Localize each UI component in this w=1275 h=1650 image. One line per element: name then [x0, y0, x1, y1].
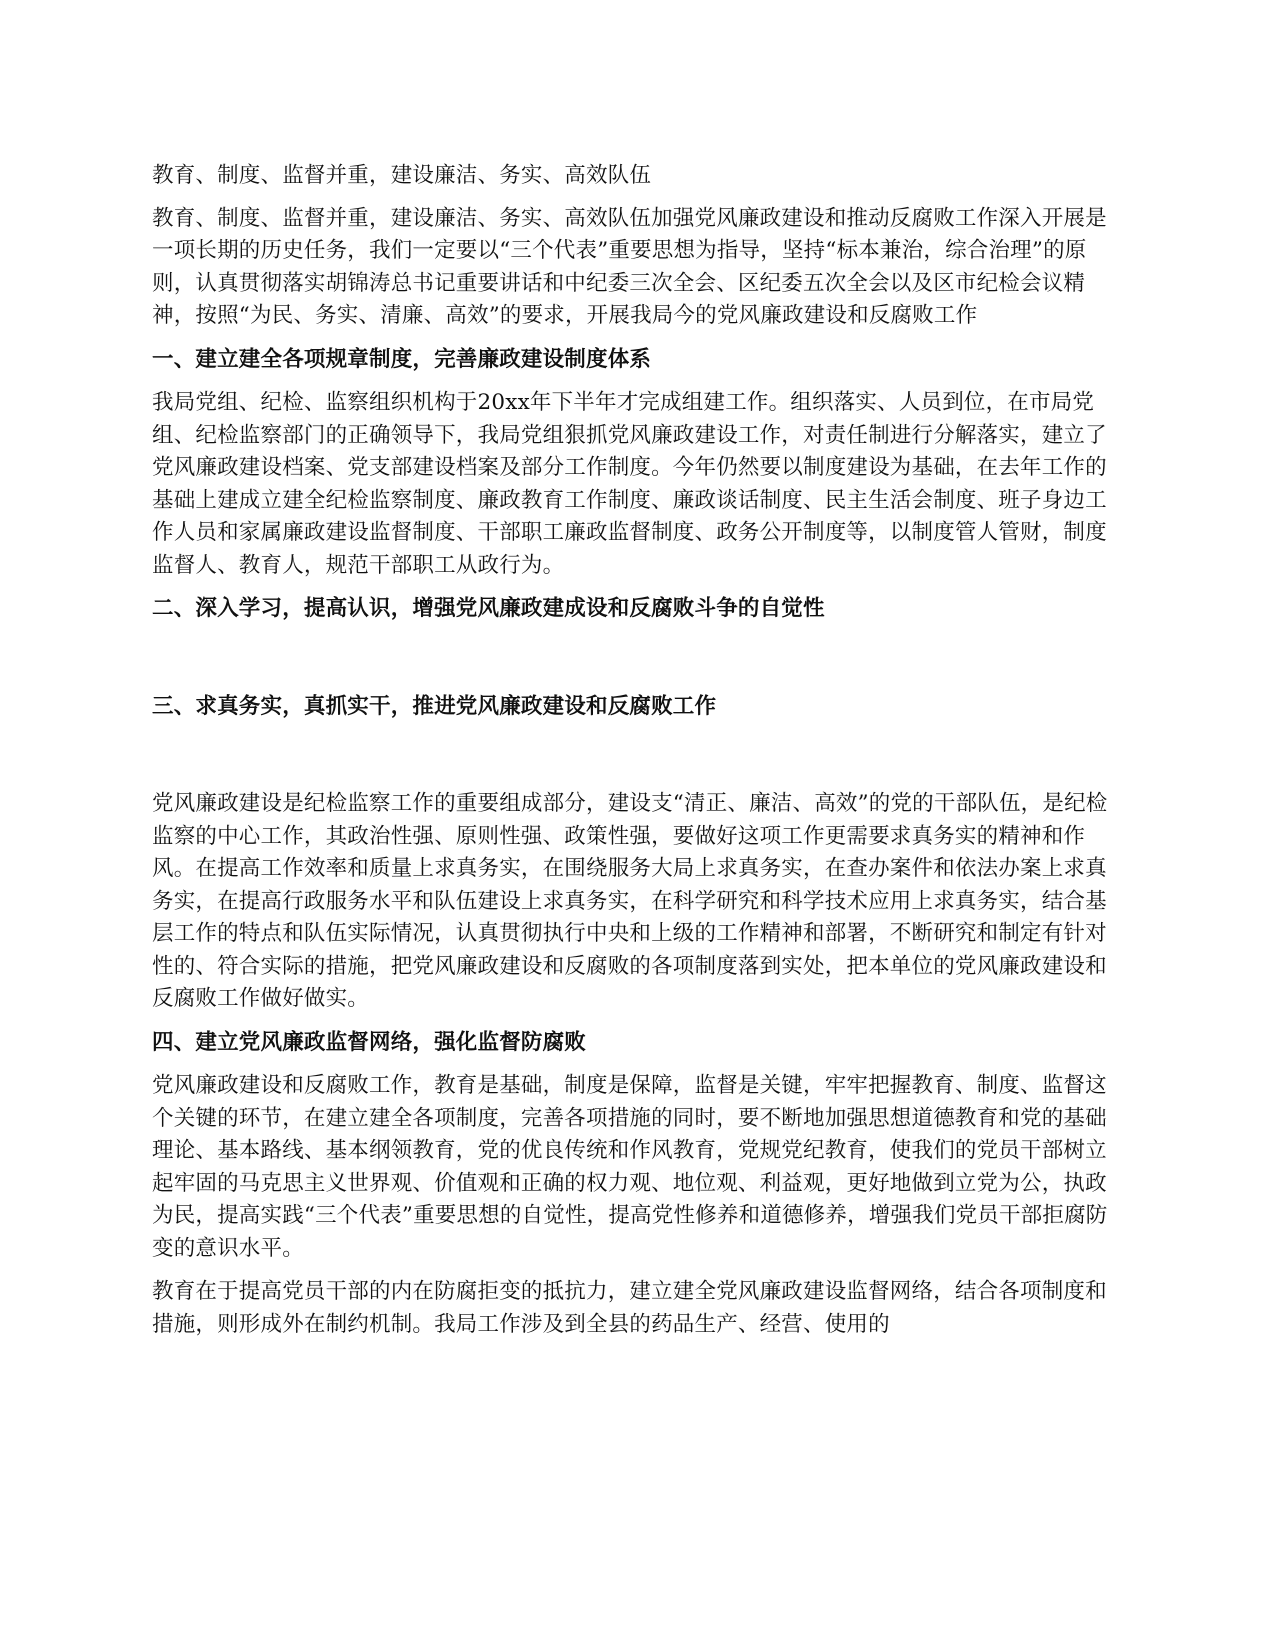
document-page	[152, 160, 1122, 1352]
intro-paragraph: 教育、制度、监督并重，建设廉洁、务实、高效队伍加强党风廉政建设和推动反腐败工作深入开展是一项长期的历史任务，我们一定要以“三个代表”重要思想为指导，坚持“标本兼治，综合治理”的原则，认真贯彻落实胡锦涛总书记重要讲话和中纪委三次全会、区纪委五次全会以及区市纪检会议精神，按照“为民、务实、清廉、高效”的要求，开展我局今的党风廉政建设和反腐败工作	[152, 205, 1107, 328]
section-4-paragraph-1: 党风廉政建设和反腐败工作，教育是基础，制度是保障，监督是关键，牢牢把握教育、制度、监督这个关键的环节，在建立建全各项制度，完善各项措施的同时，要不断地加强思想道德教育和党的基础理论、基本路线、基本纲领教育，党的优良传统和作风教育，党规党纪教育，使我们的党员干部树立起牢固的马克思主义世界观、价值观和正确的权力观、地位观、利益观，更好地做到立党为公，执政为民，提高实践“三个代表”重要思想的自觉性，提高党性修养和道德修养，增强我们党员干部拒腐防变的意识水平。	[152, 1073, 1108, 1261]
section-1-paragraph: 我局党组、纪检、监察组织机构于20xx年下半年才完成组建工作。组织落实、人员到位，在市局党组、纪检监察部门的正确领导下，我局党组狠抓党风廉政建设工作，对责任制进行分解落实，建立了党风廉政建设档案、党支部建设档案及部分工作制度。今年仍然要以制度建设为基础，在去年工作的基础上建成立建全纪检监察制度、廉政教育工作制度、廉政谈话制度、民主生活会制度、班子身边工作人员和家属廉政建设监督制度、干部职工廉政监督制度、政务公开制度等，以制度管人管财，制度监督人、教育人，规范干部职工从政行为。	[152, 390, 1107, 578]
section-4-paragraph-2: 教育在于提高党员干部的内在防腐拒变的抵抗力，建立建全党风廉政建设监督网络，结合各项制度和措施，则形成外在制约机制。我局工作涉及到全县的药品生产、经营、使用的	[152, 1279, 1107, 1337]
section-1-heading: 一、建立建全各项规章制度，完善廉政建设制度体系	[152, 346, 652, 372]
section-2-heading: 二、深入学习，提高认识，增强党风廉政建成设和反腐败斗争的自觉性	[152, 596, 825, 621]
section-3-heading: 三、求真务实，真抓实干，推进党风廉政建设和反腐败工作	[152, 693, 717, 719]
section-3-paragraph: 党风廉政建设是纪检监察工作的重要组成部分，建设支“清正、廉洁、高效”的党的干部队伍，是纪检监察的中心工作，其政治性强、原则性强、政策性强，要做好这项工作更需要求真务实的精神和作风。在提高工作效率和质量上求真务实，在围绕服务大局上求真务实，在查办案件和依法办案上求真务实，在提高行政服务水平和队伍建设上求真务实，在科学研究和科学技术应用上求真务实，结合基层工作的特点和队伍实际情况，认真贯彻执行中央和上级的工作精神和部署，不断研究和制定有针对性的、符合实际的措施，把党风廉政建设和反腐败的各项制度落到实处，把本单位的党风廉政建设和反腐败工作做好做实。	[152, 791, 1108, 1011]
section-4-heading: 四、建立党风廉政监督网络，强化监督防腐败	[152, 1029, 587, 1055]
document-title: 教育、制度、监督并重，建设廉洁、务实、高效队伍	[152, 163, 652, 188]
